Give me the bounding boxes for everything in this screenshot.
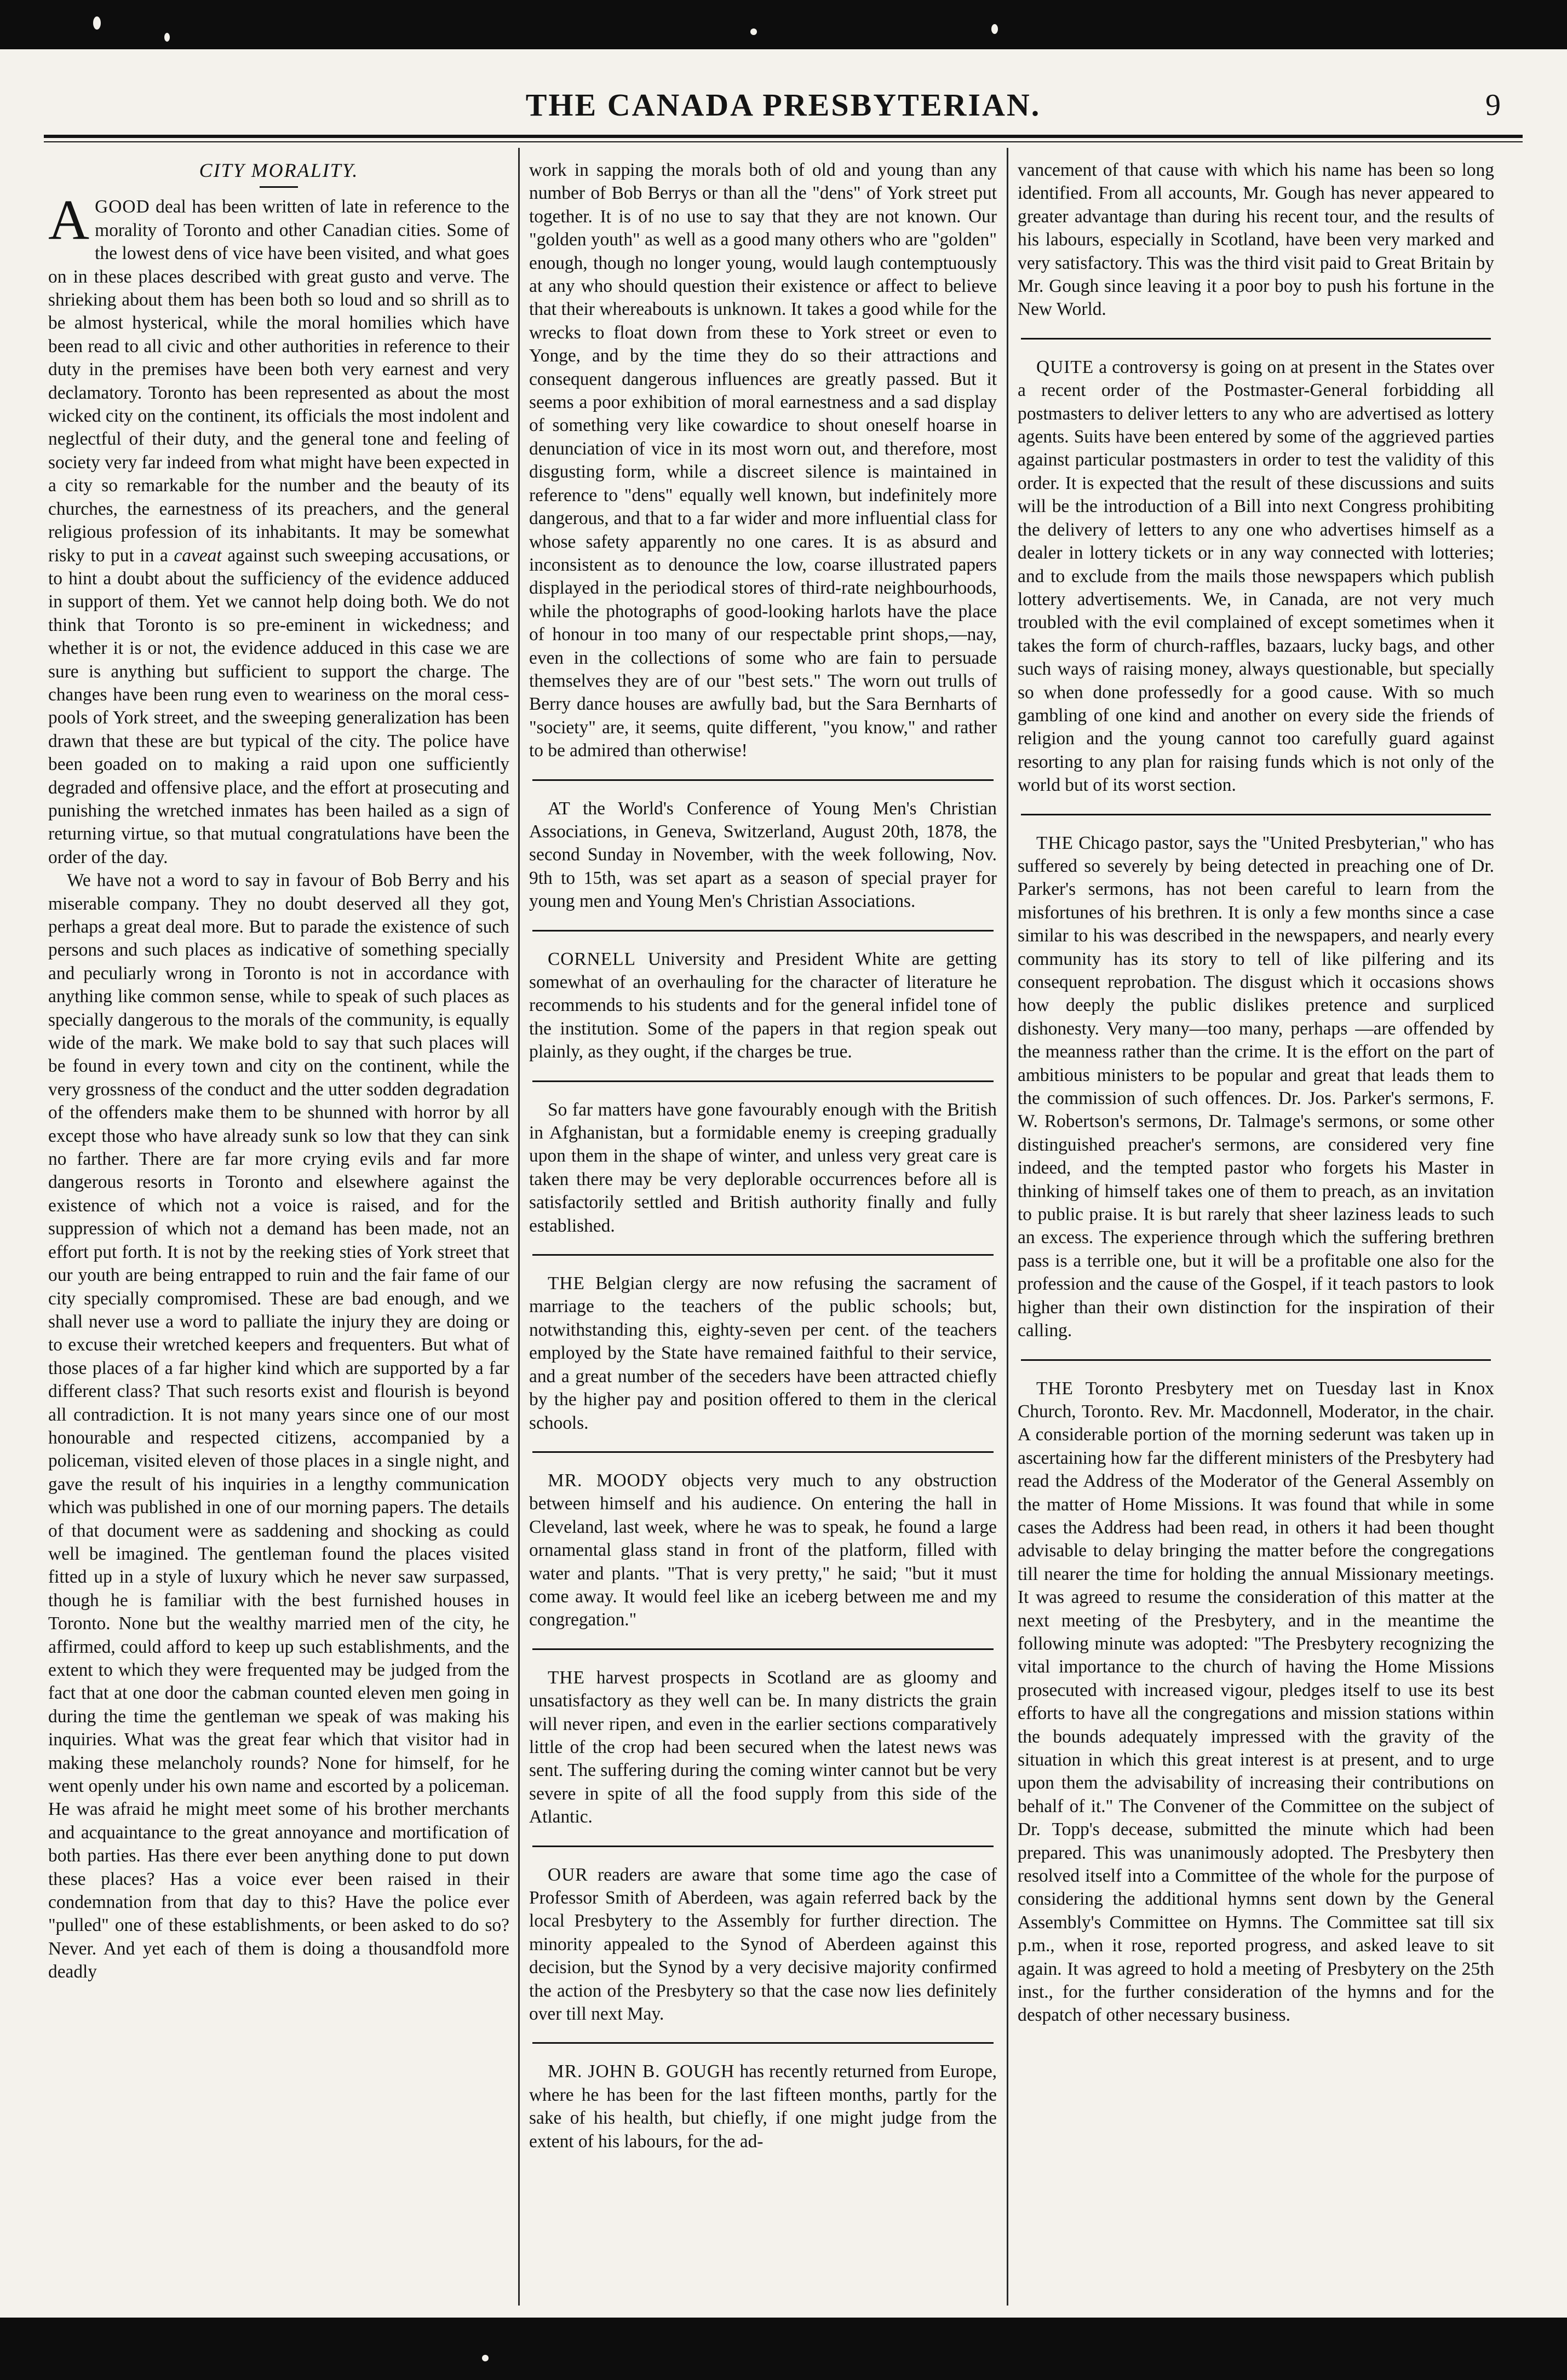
column-rule xyxy=(518,148,520,2306)
news-item-text: objects very much to any obstruction between himself and his audience. On entering the hall in Cleveland, last week, where he was to speak, he found a large ornamental glass stand in front of the platform, filled with water and plants. "That is very pretty," he said; "but it must come away. It would feel like an iceberg between me and my congregation." xyxy=(529,1470,997,1630)
scan-speck xyxy=(164,33,170,42)
item-separator xyxy=(532,779,994,781)
lead-word: MR. JOHN B. GOUGH xyxy=(548,2061,735,2082)
lead-word: THE xyxy=(548,1273,585,1294)
masthead xyxy=(44,82,1523,131)
italic-word: caveat xyxy=(174,545,222,566)
column-3 xyxy=(1018,159,1494,2306)
article-paragraph: We have not a word to say in favour of Bob Berry and his miserable company. They no doubt deserved all they got, perhaps a great deal more. But to parade the existence of such persons and such places as indicative of something specially and peculiarly wrong in Toronto is not in accordance with anything like common sense, while to speak of such places as specially dangerous to the morals of the community, is equally wide of the mark. We make bold to say that such places will be found in every town and city on the continent, while the very grossness of the conduct and the utter sodden degradation of the offenders make them to be shunned with horror by all except those who have already sunk so low that they can sink no farther. There are far more crying evils and far more dangerous resorts in Toronto and elsewhere against the existence of which not a voice is raised, and for the suppression of which not a demand has been made, not an effort put forth. It is not by the reeking sties of York street that our youth are being entrapped to ruin and the fair fame of our city specially compromised. These are bad enough, and we shall never use a word to palliate the injury they are doing or to excuse their wretched keepers and frequenters. But what of those places of a far higher kind which are supported by a far different class? That such resorts exist and flourish is beyond all contradiction. It is not many years since one of our most honourable and respected citizens, accompanied by a policeman, visited eleven of those places in a single night, and gave the result of his inquiries in a lengthy communication which was published in one of our morning papers. The details of that document were as saddening and shocking as could well be imagined. The gentleman found the places visited fitted up in a style of luxury which he never saw surpassed, though he is familiar with the best furnished houses in Toronto. None but the wealthy married men of the city, he affirmed, could afford to keep up such establishments, and the extent to which they were frequented may be judged from the fact that at one door the cabman counted eleven men going in during the time the gentleman we speak of was making his inquiries. What was the great fear which that visitor had in making these melancholy rounds? None for himself, for he went openly under his own name and escorted by a policeman. He was afraid he might meet some of his brother merchants and acquaintance to the great annoyance and mortification of both parties. Has there ever been anything done to put down these places? Has a voice ever been raised in their condemnation from that day to this? Have the police ever "pulled" one of these establishments, or been asked to do so? Never. And yet each of them is doing a thousandfold more deadly xyxy=(48,870,509,1982)
news-item xyxy=(1018,832,1494,1343)
item-separator xyxy=(532,1648,994,1650)
lead-word: CORNELL xyxy=(548,948,636,969)
lead-word: QUITE xyxy=(1036,357,1094,377)
item-separator xyxy=(1021,338,1491,340)
masthead-rule-thin xyxy=(44,141,1523,142)
page-number: 9 xyxy=(1485,88,1501,122)
news-item xyxy=(529,1469,997,1632)
item-separator xyxy=(1021,1359,1491,1361)
lead-word: THE xyxy=(1036,832,1074,853)
news-item xyxy=(529,1272,997,1435)
news-item-text: Chicago pastor, says the "United Presbyterian," who has suffered so severely by being detected in preaching one of Dr. Parker's sermons, has not been careful to learn from the misfortunes of his brethren. It is only a few months since a case similar to his was described in the newspapers, and nearly every community has its story to tell of like pilfering and its consequent reprobation. The disgust which it occasions shows how deeply the public dislikes pretence and surpliced dishonesty. Very many—too many, perhaps —are offended by the meanness rather than the crime. It is the effort on the part of ambitious ministers to be popular and great that leads them to the commission of such offences. Dr. Jos. Parker's sermons, F. W. Robertson's sermons, Dr. Talmage's sermons, or some other distinguished preacher's sermons, are considered very fine indeed, and the tempted pastor who forgets his Master in thinking of himself takes one of them to preach, as an invitation to public praise. It is but rarely that sheer laziness leads to such an excess. The experience through which the suffering brethren pass is a terrible one, but it will be a profitable one also for the profession and the cause of the Gospel, if it teach pastors to look higher than their own distinction for the inspiration of their calling. xyxy=(1018,832,1494,1341)
news-item xyxy=(529,1864,997,2026)
column-rule xyxy=(1007,148,1008,2306)
article-paragraph: work in sapping the morals both of old and young than any number of Bob Berrys or than all the "dens" of York street put together. It is of no use to say that they are not known. Our "golden youth" as well as a good many others who are "golden" enough, though no longer young, would laugh contemptuously at any who should question their existence or affect to believe that their whereabouts is unknown. It takes a good while for the wrecks to float down from these to York street or even to Yonge, and by the time they do so their attractions and consequent dangerous influences are greatly passed. But it seems a poor exhibition of moral earnestness and a sad display of something very like cowardice to shout oneself hoarse in denunciation of vice in its most worn out, and therefore, most disgusting form, while a discreet silence is maintained in reference to "dens" equally well known, but indefinitely more dangerous, and that to a far wider and more influential class for whose safety apparently no one cares. It is as absurd and inconsistent as to denounce the low, coarse illustrated papers displayed in the periodical stores of third-rate neighbourhoods, while the photographs of good-looking harlots have the place of honour in too many of our respectable print shops,—nay, even in the collections of some who are fain to persuade themselves they are of our "best sets." The worn out trulls of Berry dance houses are awfully bad, but the Sara Bernharts of "society" are, it seems, quite different, "you know," and rather to be admired than otherwise! xyxy=(529,160,997,761)
scan-speck xyxy=(93,16,101,30)
scan-border-top xyxy=(0,0,1567,49)
news-item-text: a controversy is going on at present in the States over a recent order of the Postmaster-General forbidding all postmasters to deliver letters to any who are advertised as lottery agents. Suits have been entered by some of the aggrieved parties against particular postmasters in order to test the validity of this order. It is expected that the result of these discussions and suits will be the introduction of a Bill into next Congress prohibiting the delivery of letters to any one who advertises himself as a dealer in lottery tickets or in any way connected with lotteries; and to exclude from the mails those newspapers which publish lottery advertisements. We, in Canada, are not very much troubled with the evil complained of except sometimes when it takes the form of church-raffles, bazaars, lucky bags, and other such ways of raising money, always questionable, but specially so when done professedly for a good cause. With so much gambling of one kind and another on every side the friends of religion and the young cannot too carefully guard against resorting to any plan for raising funds which is not only of the world but of its worst section. xyxy=(1018,357,1494,796)
heading-rule xyxy=(260,186,298,188)
drop-cap: A xyxy=(48,188,90,252)
news-item-text: University and President White are getting somewhat of an overhauling for the character of literature he recommends to his students and for the general infidel tone of the institution. Some of the papers in that region speak out plainly, as they ought, if the charges be true. xyxy=(529,948,997,1062)
news-item-text: Belgian clergy are now refusing the sacrament of marriage to the teachers of the public schools; but, notwithstanding this, eighty-seven per cent. of the teachers employed by the State have remained faithful to their service, and a great number of the seceders have been attracted chiefly by the higher pay and position offered to them in the clerical schools. xyxy=(529,1273,997,1433)
news-item-text: has recently returned from Europe, where he has been for the last fifteen months, partly for the sake of his health, but chiefly, if one might judge from the extent of his labours, for the ad- xyxy=(529,2061,997,2152)
item-separator xyxy=(532,1254,994,1256)
news-item-text: readers are aware that some time ago the case of Professor Smith of Aberdeen, was again referred back by the local Presbytery to the Assembly for further direction. The minority appealed to the Synod of Aberdeen against this decision, but the Synod by a very decisive majority confirmed the action of the Presbytery so that the case now lies definitely over till next May. xyxy=(529,1864,997,2025)
paragraph-text: deal has been written of late in reference to the morality of Toronto and other Canadian cities. Some of the lowest dens of vice have been visited, and what goes on in these places described with great gusto and verve. The shrieking about them has been both so loud and so shrill as to be almost hysterical, while the moral homilies which have been read to all civic and other authorities in reference to their duty in the premises have been both very earnest and very declamatory. Toronto has been represented as about the most wicked city on the continent, its officials the most indolent and neglectful of their duty, and the general tone and feeling of society very far indeed from what might have been expected in a city so remarkable for the number and the beauty of its churches, the earnestness of its preachers, and the general religious profession of its inhabitants. It may be somewhat risky to put in a xyxy=(48,197,509,566)
column-1 xyxy=(48,159,509,2306)
article-paragraph xyxy=(48,188,509,869)
lead-word: MR. MOODY xyxy=(548,1470,669,1491)
news-item xyxy=(1018,1377,1494,2027)
news-item xyxy=(529,1666,997,1829)
lead-word: GOOD xyxy=(95,197,150,217)
paragraph-text: against such sweeping accusations, or to hint a doubt about the sufficiency of the evidence adduced in support of them. Yet we cannot help doing both. We do not think that Toronto is so pre-eminent in wickedness; and whether it is or not, the evidence adduced in this case we are sure is anything but sufficient to support the charge. The changes have been rung even to weariness on the moral cess-pools of York street, and the sweeping generalization has been drawn that these are but typical of the city. The police have been goaded on to making a raid upon one sufficiently degraded and offensive place, and the effort at prosecuting and punishing the wretched inmates has been hailed as a sign of returning virtue, so that mutual congratulations have been the order of the day. xyxy=(48,545,509,867)
news-item xyxy=(1018,356,1494,797)
lead-word: OUR xyxy=(548,1864,588,1885)
news-item: AT the World's Conference of Young Men's Christian Associations, in Geneva, Switzerland, August 20th, 1878, the second Sunday in November, with the week following, Nov. 9th to 15th, was set apart as a season of special prayer for young men and Young Men's Christian Associations. xyxy=(529,798,997,912)
item-separator xyxy=(532,1451,994,1453)
item-separator xyxy=(532,930,994,932)
news-item-text: Toronto Presbytery met on Tuesday last in Knox Church, Toronto. Rev. Mr. Macdonnell, Moderator, in the chair. A considerable portion of the morning sederunt was taken up in ascertaining how far the different ministers of the Presbytery had read the Address of the Moderator of the General Assembly on the matter of Home Missions. It was found that while in some cases the Address had been read, in others it had been thought advisable to delay bringing the matter before the congregations till nearer the time for holding the annual Missionary meetings. It was agreed to resume the consideration of this matter at the next meeting of the Presbytery, and in the meantime the following minute was adopted: "The Presbytery recognizing the vital importance to the church of having the Home Missions prosecuted with increased vigour, pledges itself to use its best efforts to have all the congregations and mission stations within the bounds adequately impressed with the gravity of the situation in which this great interest is at present, and to urge upon them the advisability of increasing their contributions on behalf of it." The Convener of the Committee on the subject of Dr. Topp's decease, submitted the minute which had been prepared. This was unanimously adopted. The Presbytery then resolved itself into a Committee of the whole for the purpose of considering the additional hymns sent down by the General Assembly's Committee on Hymns. The Committee sat till six p.m., when it rose, reported progress, and asked leave to sit again. It was agreed to hold a meeting of Presbytery on the 25th inst., for the further consideration of the hymns and for the despatch of other necessary business. xyxy=(1018,1378,1494,2026)
article-paragraph: vancement of that cause with which his name has been so long identified. From all accounts, Mr. Gough has never appeared to greater advantage than during his recent tour, and the results of his labours, especially in Scotland, have been very marked and very satisfactory. This was the third visit paid to Great Britain by Mr. Gough since leaving it a poor boy to push his fortune in the New World. xyxy=(1018,160,1494,320)
lead-word: THE xyxy=(548,1667,585,1688)
item-separator xyxy=(532,1080,994,1082)
lead-word: THE xyxy=(1036,1378,1074,1399)
item-separator xyxy=(1021,814,1491,815)
scan-speck xyxy=(482,2355,489,2361)
news-item xyxy=(529,2060,997,2153)
item-separator xyxy=(532,1846,994,1847)
scan-speck xyxy=(991,24,998,34)
scan-speck xyxy=(750,28,757,35)
scan-border-bottom xyxy=(0,2318,1567,2380)
news-item: So far matters have gone favourably enough with the British in Afghanistan, but a formidable enemy is creeping gradually upon them in the shape of winter, and unless very great care is taken there may be very deplorable occurrences before all is satisfactorily settled and British authority finally and fully established. xyxy=(529,1099,997,1236)
newspaper-title: THE CANADA PRESBYTERIAN. xyxy=(525,87,1041,123)
article-heading: CITY MORALITY. xyxy=(199,159,359,181)
column-2 xyxy=(529,159,997,2306)
news-item-text: harvest prospects in Scotland are as gloomy and unsatisfactory as they well can be. In many districts the grain will never ripen, and even in the earlier sections comparatively little of the crop had been secured when the latest news was sent. The suffering during the coming winter cannot but be very severe in spite of all the food supply from this side of the Atlantic. xyxy=(529,1667,997,1827)
masthead-rule xyxy=(44,135,1523,138)
item-separator xyxy=(532,2042,994,2044)
news-item xyxy=(529,948,997,1064)
